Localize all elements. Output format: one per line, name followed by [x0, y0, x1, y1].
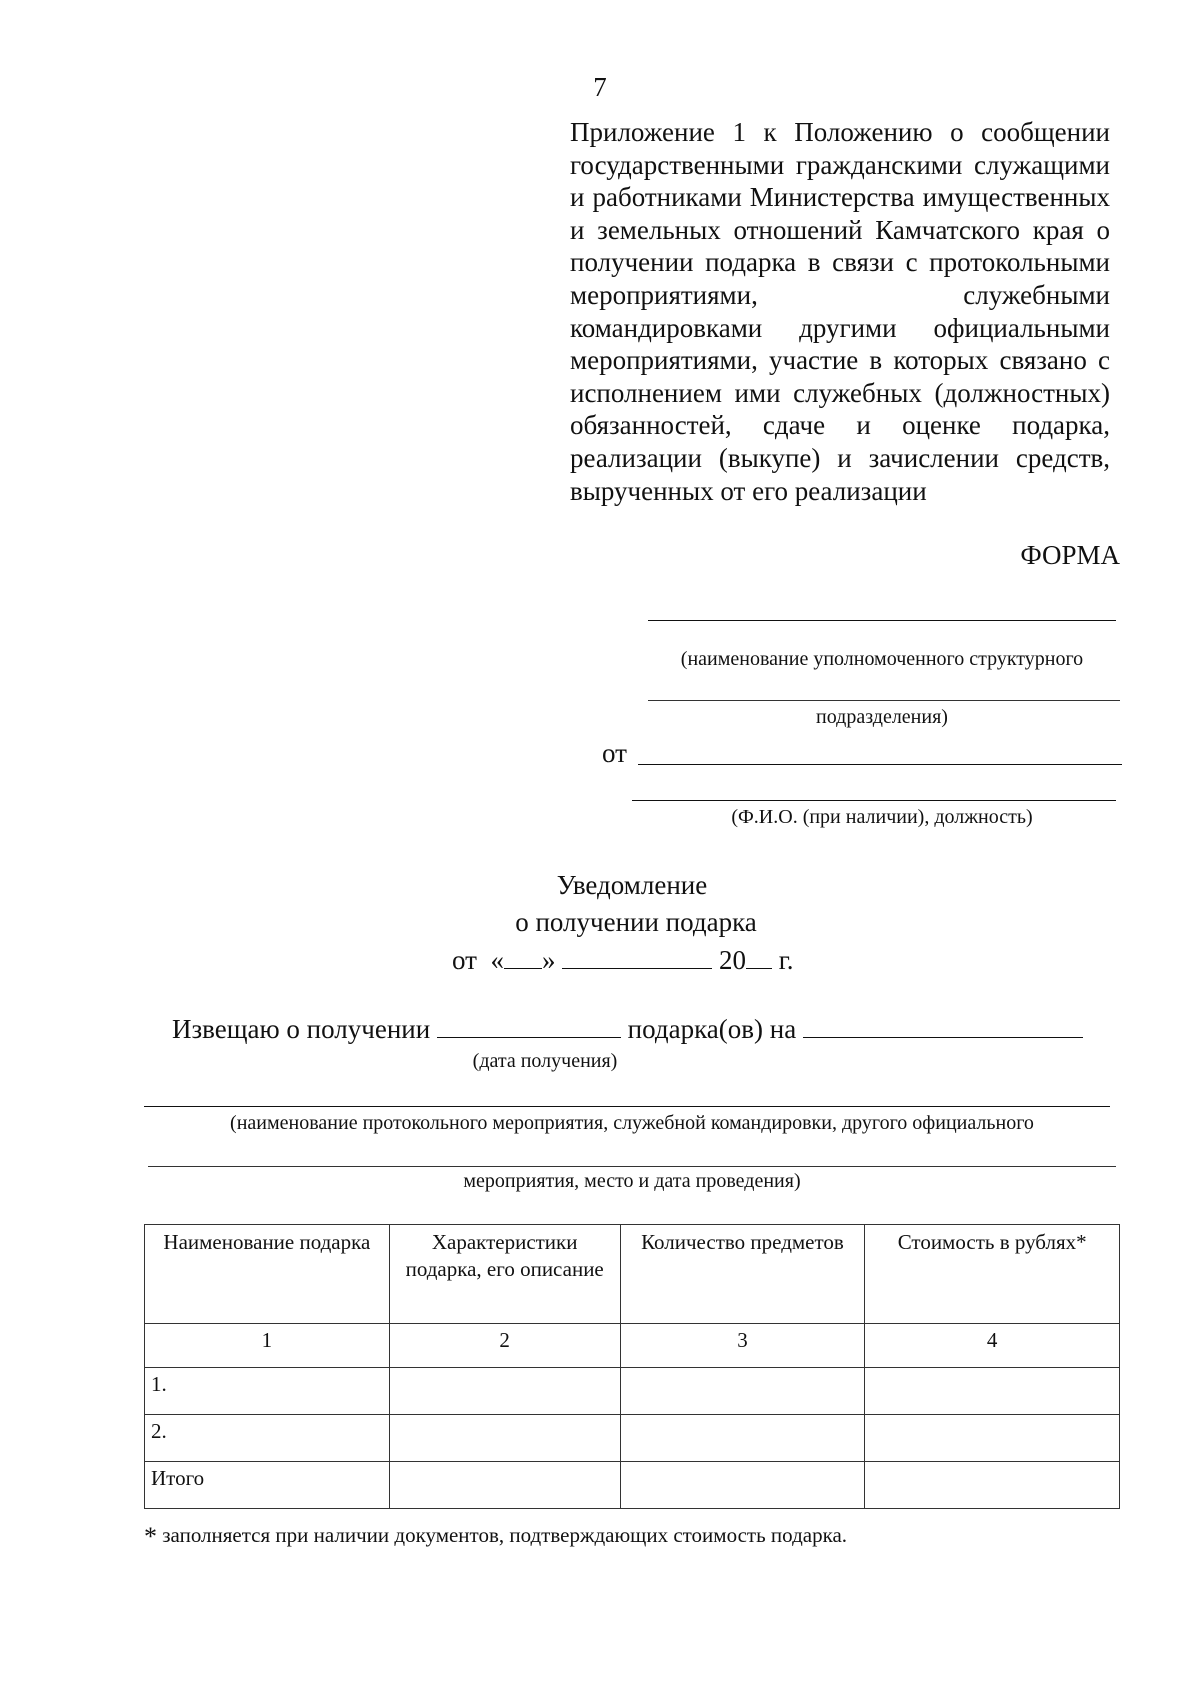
inform-line	[172, 1013, 1083, 1045]
table-header-row	[145, 1225, 1120, 1324]
header-item-count: Количество предметов	[620, 1225, 865, 1324]
recipient-caption-1: (наименование уполномоченного структурного	[680, 648, 1084, 670]
column-number: 1	[145, 1324, 390, 1368]
recipient-name-line-2[interactable]	[648, 700, 1120, 701]
event-line-2[interactable]	[148, 1166, 1116, 1167]
notice-title: Уведомление	[556, 870, 708, 900]
table-row-total	[145, 1462, 1120, 1509]
column-number: 4	[865, 1324, 1120, 1368]
row-label: 2.	[145, 1415, 390, 1462]
table-cell[interactable]	[620, 1462, 865, 1509]
date-year: 20	[718, 945, 746, 975]
table-cell[interactable]	[389, 1415, 620, 1462]
footnote-star: *	[144, 1522, 157, 1551]
column-number: 3	[620, 1324, 865, 1368]
sender-line-2[interactable]	[632, 800, 1116, 801]
date-day-blank[interactable]	[504, 944, 542, 969]
table-cell[interactable]	[620, 1415, 865, 1462]
table-cell[interactable]	[389, 1462, 620, 1509]
sender-caption: (Ф.И.О. (при наличии), должность)	[731, 806, 1033, 828]
date-open-quote: «	[490, 945, 504, 975]
date-close-quote: »	[541, 945, 556, 975]
footnote	[144, 1522, 847, 1552]
event-blank[interactable]	[803, 1013, 1083, 1038]
footnote-text: заполняется при наличии документов, подтверждающих стоимость подарка.	[162, 1523, 848, 1547]
table-cell[interactable]	[865, 1462, 1120, 1509]
event-caption-2: мероприятия, место и дата проведения)	[463, 1170, 801, 1192]
sender-line[interactable]	[638, 764, 1122, 765]
recipient-name-line[interactable]	[648, 620, 1116, 621]
from-label: от	[602, 738, 627, 768]
date-suffix: г.	[778, 945, 794, 975]
page-number: 7	[593, 72, 607, 102]
date-from-label: от	[452, 945, 477, 975]
date-year-blank[interactable]	[746, 944, 772, 969]
header-gift-description: Характеристики подарка, его описание	[389, 1225, 620, 1324]
table-number-row	[145, 1324, 1120, 1368]
column-number: 2	[389, 1324, 620, 1368]
date-month-blank[interactable]	[562, 944, 712, 969]
header-cost: Стоимость в рублях*	[865, 1225, 1120, 1324]
receipt-date-blank[interactable]	[437, 1013, 621, 1038]
table-row	[145, 1368, 1120, 1415]
table-cell[interactable]	[389, 1368, 620, 1415]
table-row	[145, 1415, 1120, 1462]
receipt-date-caption: (дата получения)	[472, 1050, 618, 1072]
row-label: 1.	[145, 1368, 390, 1415]
header-gift-name: Наименование подарка	[145, 1225, 390, 1324]
event-caption-1: (наименование протокольного мероприятия, служебной командировки, другого официального	[230, 1112, 1034, 1134]
notice-date-line	[452, 944, 793, 976]
appendix-text: Приложение 1 к Положению о сообщении государственными гражданскими служащими и работниками Министерства имущественных и земельных отношений Камчатского края о получении подарка в связи с протокольными мероприятиями, служебными командировками другими официальными мероприятиями, участие в которых связано с исполнением ими служебных (должностных) обязанностей, сдаче и оценке подарка, реализации (выкупе) и зачислении средств, вырученных от его реализации	[570, 117, 1110, 506]
table-cell[interactable]	[620, 1368, 865, 1415]
table-cell[interactable]	[865, 1368, 1120, 1415]
event-line[interactable]	[144, 1106, 1110, 1107]
notice-subtitle: о получении подарка	[515, 907, 757, 937]
recipient-caption-2: подразделения)	[816, 706, 948, 728]
row-label-total: Итого	[145, 1462, 390, 1509]
gifts-table	[144, 1224, 1120, 1509]
form-label: ФОРМА	[1020, 540, 1120, 570]
table-cell[interactable]	[865, 1415, 1120, 1462]
inform-middle: подарка(ов) на	[627, 1014, 797, 1044]
inform-prefix: Извещаю о получении	[172, 1014, 431, 1044]
